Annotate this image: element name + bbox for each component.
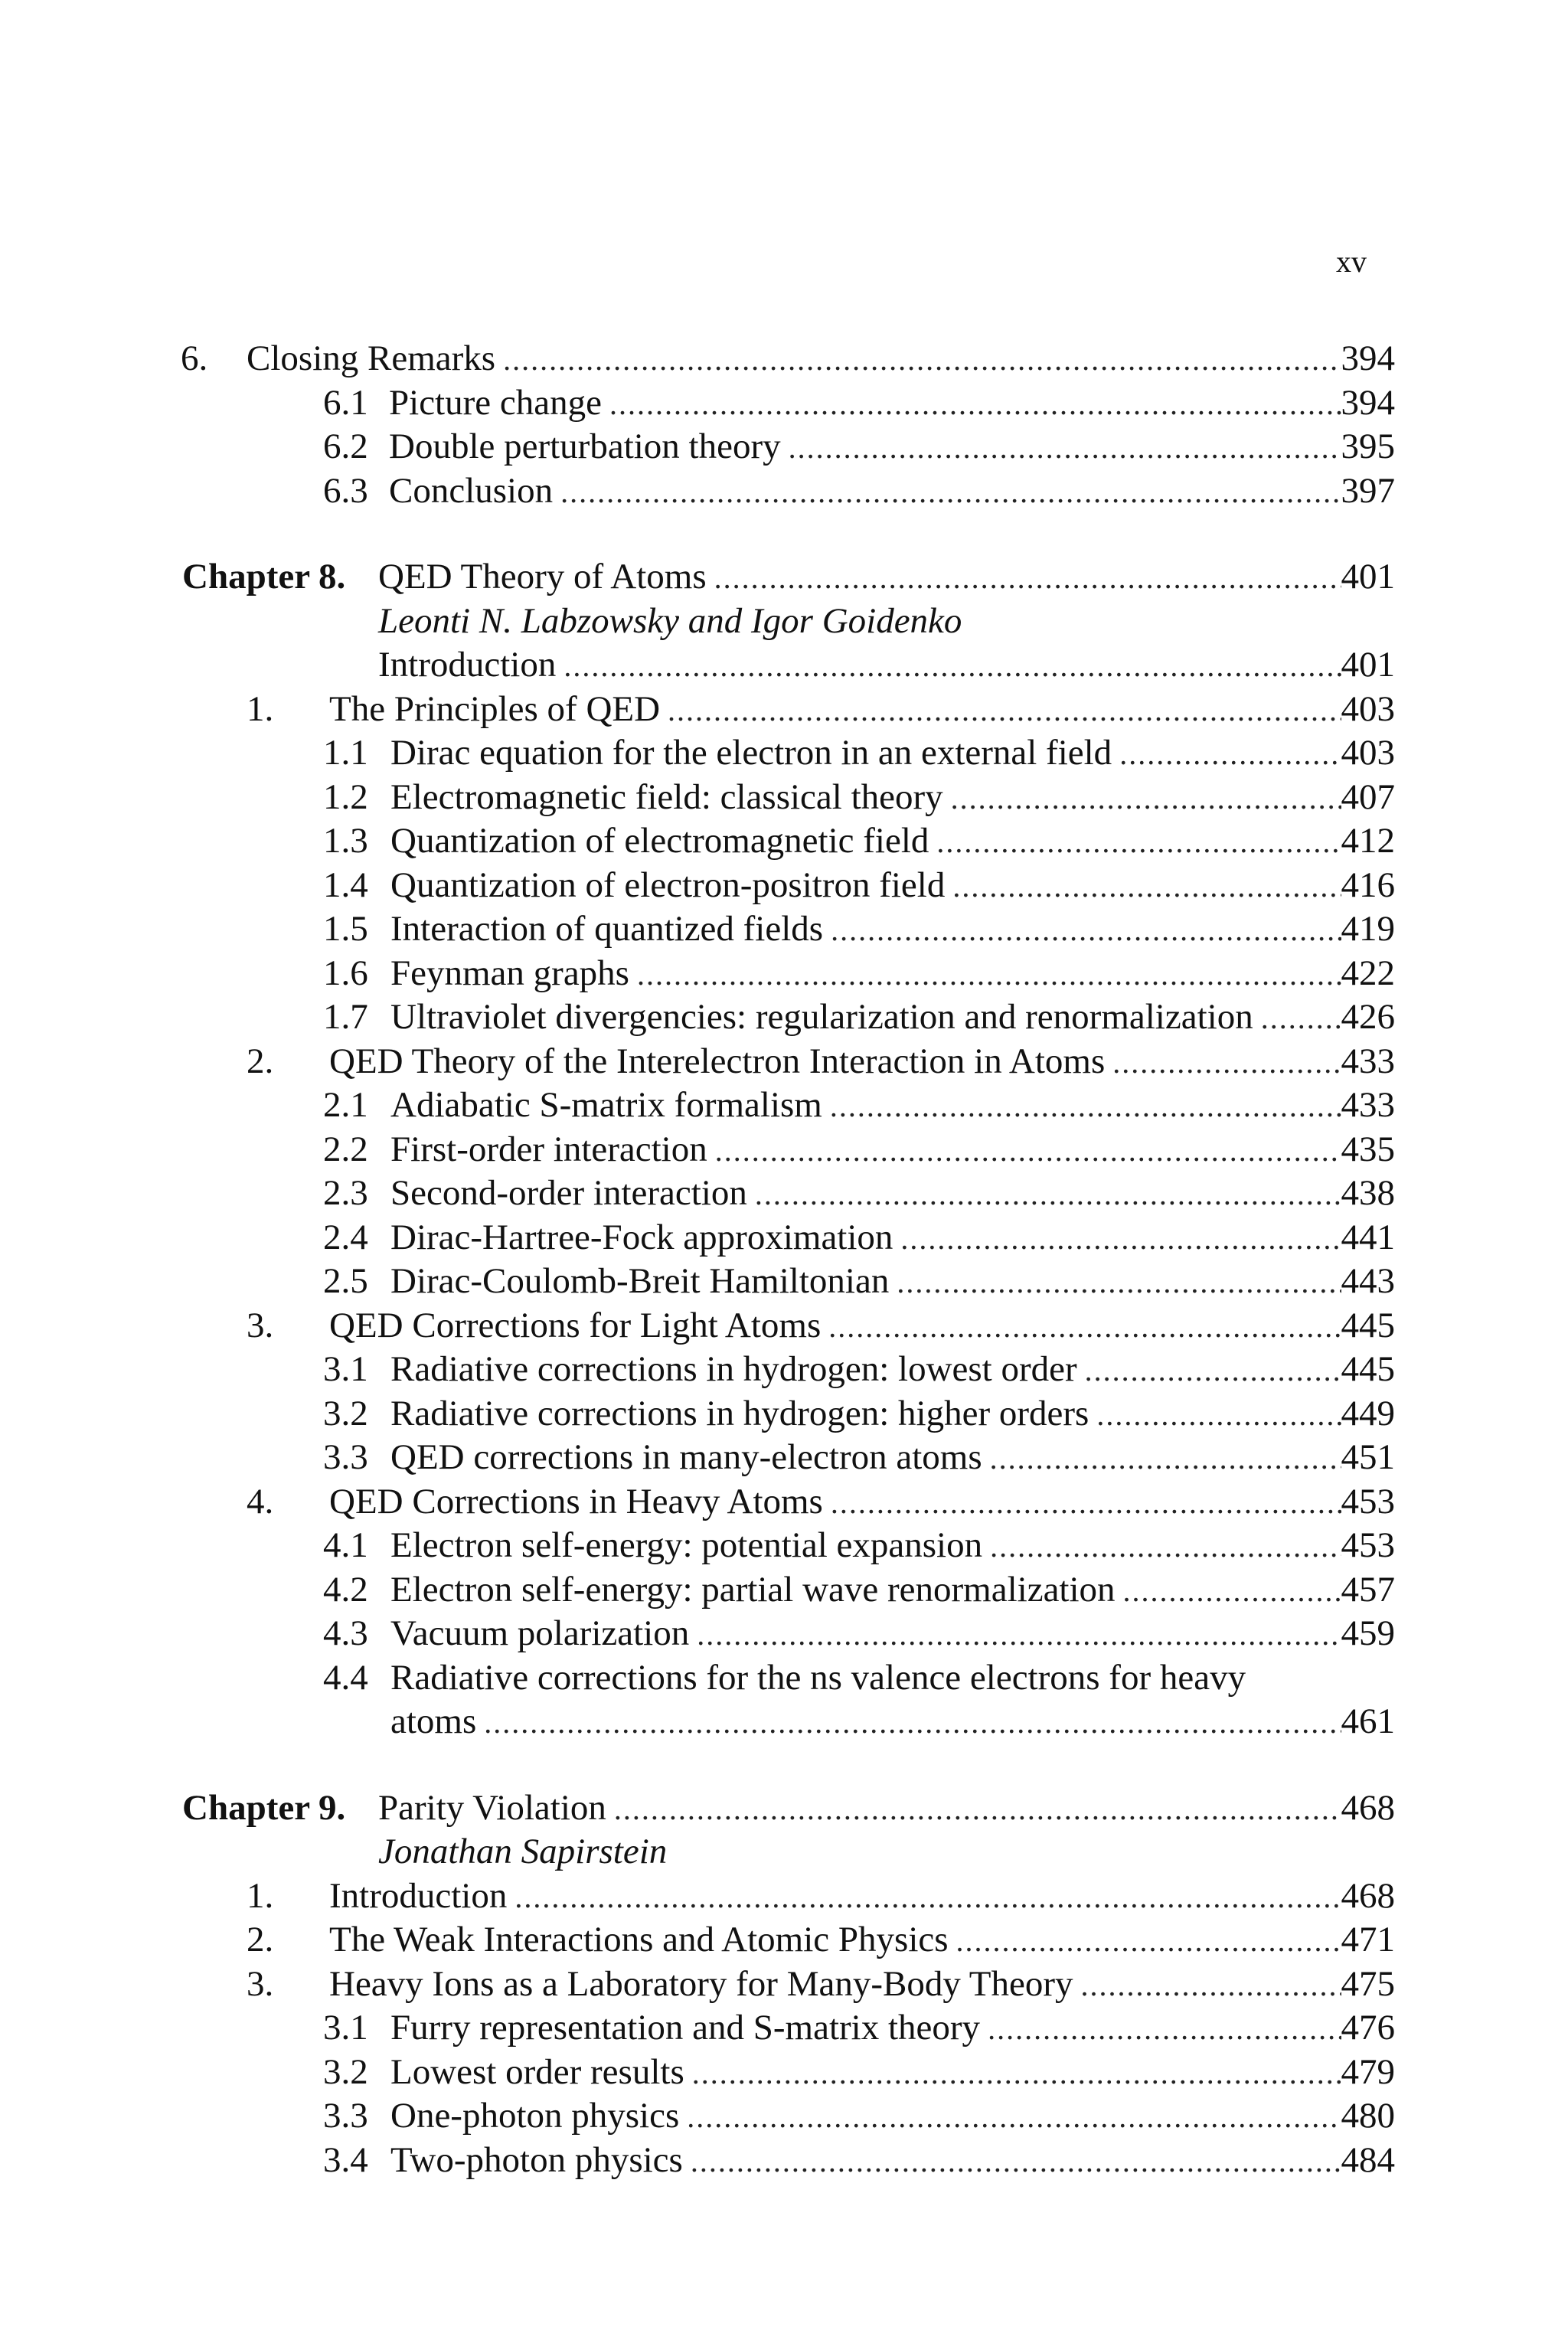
section-page: 468 bbox=[1341, 1875, 1395, 1916]
toc-entry bbox=[390, 1612, 1395, 1657]
toc-subsection bbox=[0, 1348, 1568, 1392]
subsection-number: 4.1 bbox=[323, 1525, 368, 1565]
dot-leader bbox=[982, 1436, 1341, 1481]
page-number: xv bbox=[1336, 244, 1367, 279]
toc-entry bbox=[390, 819, 1395, 864]
subsection-page: 453 bbox=[1341, 1525, 1395, 1565]
subsection-title: Conclusion bbox=[389, 470, 554, 511]
subsection-title: Radiative corrections in hydrogen: higher orders bbox=[390, 1393, 1089, 1433]
toc-subsection bbox=[0, 1612, 1568, 1656]
toc-subsection bbox=[0, 1216, 1568, 1260]
subsection-title: Adiabatic S-matrix formalism bbox=[390, 1085, 822, 1125]
subsection-number: 1.4 bbox=[323, 864, 368, 905]
subsection-page: 419 bbox=[1341, 909, 1395, 949]
toc-entry bbox=[390, 995, 1395, 1041]
toc-entry bbox=[389, 425, 1395, 470]
subsection-page: 433 bbox=[1341, 1085, 1395, 1125]
toc-subsection bbox=[0, 1524, 1568, 1568]
intro-page: 401 bbox=[1341, 645, 1395, 685]
dot-leader bbox=[747, 1172, 1341, 1217]
subsection-page: 441 bbox=[1341, 1217, 1395, 1257]
toc-entry bbox=[390, 1700, 1395, 1745]
toc-subsection bbox=[0, 2051, 1568, 2095]
dot-leader bbox=[781, 425, 1341, 470]
toc-subsection bbox=[0, 864, 1568, 908]
subsection-title: Quantization of electron-positron field bbox=[390, 864, 946, 905]
toc-entry bbox=[390, 1128, 1395, 1173]
subsection-number: 3.2 bbox=[323, 1393, 368, 1433]
subsection-number: 6.3 bbox=[323, 470, 368, 511]
subsection-title: Furry representation and S-matrix theory bbox=[390, 2008, 981, 2048]
dot-leader bbox=[945, 864, 1341, 909]
subsection-page: 416 bbox=[1341, 864, 1395, 905]
subsection-title: Electron self-energy: potential expansion bbox=[390, 1525, 983, 1565]
toc-subsection bbox=[0, 731, 1568, 776]
subsection-title: Radiative corrections in hydrogen: lowest order bbox=[390, 1349, 1077, 1389]
subsection-page: 443 bbox=[1341, 1261, 1395, 1301]
subsection-page: 407 bbox=[1341, 776, 1395, 817]
section-page: 453 bbox=[1341, 1481, 1395, 1521]
subsection-number: 2.5 bbox=[323, 1261, 368, 1301]
dot-leader bbox=[476, 1700, 1341, 1745]
subsection-number: 2.3 bbox=[323, 1173, 368, 1213]
dot-leader bbox=[929, 819, 1341, 864]
section-number: 3. bbox=[247, 1963, 274, 2004]
subsection-page: 451 bbox=[1341, 1437, 1395, 1477]
toc-entry bbox=[329, 1480, 1395, 1525]
chapter-page: 468 bbox=[1341, 1787, 1395, 1828]
subsection-page: 480 bbox=[1341, 2096, 1395, 2136]
toc-chapter bbox=[0, 1786, 1568, 1831]
section-title: Introduction bbox=[329, 1875, 508, 1916]
section-title: The Weak Interactions and Atomic Physics bbox=[329, 1920, 949, 1959]
intro-title: Introduction bbox=[378, 645, 557, 685]
dot-leader bbox=[684, 2051, 1341, 2096]
section-page: 475 bbox=[1341, 1963, 1395, 2004]
section-title: QED Theory of the Interelectron Interaction in Atoms bbox=[329, 1041, 1106, 1081]
dot-leader bbox=[943, 776, 1341, 821]
subsection-number: 2.1 bbox=[323, 1085, 368, 1125]
toc-subsection bbox=[0, 1656, 1568, 1701]
section-page: 403 bbox=[1341, 688, 1395, 729]
subsection-page: 395 bbox=[1341, 427, 1395, 466]
toc-subsection bbox=[0, 995, 1568, 1040]
dot-leader bbox=[689, 1612, 1341, 1657]
dot-leader bbox=[707, 1128, 1341, 1173]
toc-entry bbox=[389, 469, 1395, 515]
toc-entry bbox=[378, 1786, 1395, 1832]
toc-entry bbox=[378, 555, 1395, 600]
toc-authors bbox=[0, 600, 1568, 644]
subsection-title: Feynman graphs bbox=[390, 953, 629, 993]
toc-entry bbox=[329, 1304, 1395, 1349]
toc-chapter bbox=[0, 555, 1568, 600]
toc-entry bbox=[390, 1348, 1395, 1393]
toc-entry bbox=[329, 1874, 1395, 1920]
subsection-number: 4.3 bbox=[323, 1613, 368, 1653]
toc-entry bbox=[390, 1216, 1395, 1261]
toc-subsection bbox=[0, 1260, 1568, 1304]
subsection-title: Two-photon physics bbox=[390, 2139, 683, 2180]
subsection-page: 435 bbox=[1341, 1129, 1395, 1169]
subsection-page: 461 bbox=[1341, 1701, 1395, 1741]
toc-entry bbox=[390, 2094, 1395, 2139]
subsection-number: 1.1 bbox=[323, 733, 368, 773]
chapter-title: QED Theory of Atoms bbox=[378, 557, 707, 596]
subsection-title: Dirac-Hartree-Fock approximation bbox=[390, 1217, 893, 1257]
toc-intro bbox=[0, 643, 1568, 688]
toc-authors bbox=[0, 1830, 1568, 1874]
toc-entry bbox=[378, 643, 1395, 688]
subsection-title: Picture change bbox=[389, 382, 602, 423]
chapter-authors: Jonathan Sapirstein bbox=[378, 1832, 668, 1871]
subsection-title: Double perturbation theory bbox=[389, 427, 781, 466]
section-page: 433 bbox=[1341, 1041, 1395, 1081]
toc-entry bbox=[390, 2006, 1395, 2051]
dot-leader bbox=[821, 1304, 1341, 1349]
subsection-page: 449 bbox=[1341, 1393, 1395, 1433]
dot-leader bbox=[707, 555, 1341, 600]
subsection-title: Ultraviolet divergencies: regularization and renormalization bbox=[390, 997, 1253, 1037]
chapter-page: 401 bbox=[1341, 557, 1395, 596]
toc-subsection bbox=[0, 776, 1568, 820]
subsection-page: 403 bbox=[1341, 733, 1395, 773]
toc-entry bbox=[390, 731, 1395, 776]
subsection-number: 3.1 bbox=[323, 2008, 368, 2048]
subsection-page: 438 bbox=[1341, 1173, 1395, 1213]
toc-entry bbox=[329, 1040, 1395, 1085]
subsection-number: 3.3 bbox=[323, 2096, 368, 2136]
toc-section bbox=[0, 1040, 1568, 1084]
toc-entry bbox=[390, 952, 1395, 997]
toc-entry bbox=[390, 1436, 1395, 1481]
dot-leader bbox=[683, 2139, 1341, 2184]
section-page: 394 bbox=[1341, 338, 1395, 378]
toc-entry bbox=[390, 1568, 1395, 1613]
section-title: Closing Remarks bbox=[247, 338, 496, 378]
subsection-number: 1.6 bbox=[323, 953, 368, 993]
subsection-page: 476 bbox=[1341, 2008, 1395, 2048]
toc-subsection bbox=[0, 1083, 1568, 1128]
toc-entry bbox=[247, 337, 1395, 382]
dot-leader bbox=[1089, 1392, 1341, 1437]
chapter-label: Chapter 8. bbox=[182, 557, 346, 596]
section-number: 2. bbox=[247, 1041, 274, 1081]
toc-subsection bbox=[0, 1128, 1568, 1172]
subsection-page: 394 bbox=[1341, 382, 1395, 423]
section-number: 6. bbox=[181, 338, 208, 378]
subsection-number: 3.1 bbox=[323, 1349, 368, 1389]
dot-leader bbox=[889, 1260, 1341, 1305]
toc-subsection bbox=[0, 469, 1568, 514]
subsection-number: 4.4 bbox=[323, 1657, 368, 1698]
toc-section bbox=[0, 688, 1568, 732]
toc-subsection bbox=[0, 1436, 1568, 1480]
toc-entry bbox=[329, 1963, 1395, 2008]
subsection-title: Interaction of quantized fields bbox=[390, 909, 824, 949]
toc-subsection bbox=[0, 425, 1568, 469]
toc-entry bbox=[390, 907, 1395, 953]
dot-leader bbox=[495, 337, 1341, 382]
subsection-page: 426 bbox=[1341, 997, 1395, 1037]
toc-entry bbox=[389, 381, 1395, 427]
section-number: 3. bbox=[247, 1305, 274, 1345]
toc-subsection bbox=[0, 2094, 1568, 2139]
section-page: 471 bbox=[1341, 1920, 1395, 1959]
dot-leader bbox=[1077, 1348, 1341, 1393]
subsection-title: QED corrections in many-electron atoms bbox=[390, 1437, 982, 1477]
dot-leader bbox=[980, 2006, 1341, 2051]
toc-subsection bbox=[0, 2006, 1568, 2051]
toc-subsection bbox=[0, 819, 1568, 864]
section-title: QED Corrections for Light Atoms bbox=[329, 1305, 822, 1345]
subsection-page: 412 bbox=[1341, 821, 1395, 861]
subsection-number: 6.1 bbox=[323, 382, 368, 423]
toc-subsection bbox=[0, 1568, 1568, 1613]
section-number: 4. bbox=[247, 1481, 274, 1521]
dot-leader bbox=[1112, 731, 1341, 776]
subsection-title: Vacuum polarization bbox=[390, 1613, 690, 1653]
subsection-page: 445 bbox=[1341, 1349, 1395, 1389]
toc-section bbox=[0, 1918, 1568, 1963]
dot-leader bbox=[949, 1918, 1341, 1963]
subsection-title: Electromagnetic field: classical theory bbox=[390, 776, 943, 817]
subsection-title-line1: Radiative corrections for the ns valence electrons for heavy bbox=[390, 1657, 1246, 1698]
subsection-page: 397 bbox=[1341, 470, 1395, 511]
dot-leader bbox=[823, 907, 1341, 953]
subsection-page: 459 bbox=[1341, 1613, 1395, 1653]
subsection-number: 1.7 bbox=[323, 997, 368, 1037]
subsection-title: Second-order interaction bbox=[390, 1173, 747, 1213]
section-number: 2. bbox=[247, 1920, 274, 1959]
subsection-title: Quantization of electromagnetic field bbox=[390, 821, 929, 861]
subsection-title: Lowest order results bbox=[390, 2051, 684, 2092]
section-number: 1. bbox=[247, 1875, 274, 1916]
toc-entry bbox=[329, 688, 1395, 733]
dot-leader bbox=[679, 2094, 1341, 2139]
toc-entry bbox=[390, 1083, 1395, 1129]
subsection-number: 1.5 bbox=[323, 909, 368, 949]
dot-leader bbox=[823, 1480, 1341, 1525]
subsection-page: 484 bbox=[1341, 2139, 1395, 2180]
subsection-number: 2.4 bbox=[323, 1217, 368, 1257]
toc-entry bbox=[390, 776, 1395, 821]
subsection-title: One-photon physics bbox=[390, 2096, 680, 2136]
section-title: QED Corrections in Heavy Atoms bbox=[329, 1481, 823, 1521]
subsection-number: 1.3 bbox=[323, 821, 368, 861]
toc-section bbox=[0, 1304, 1568, 1348]
subsection-number: 4.2 bbox=[323, 1569, 368, 1610]
section-title: The Principles of QED bbox=[329, 688, 661, 729]
toc-entry bbox=[390, 1392, 1395, 1437]
toc-entry bbox=[390, 1172, 1395, 1217]
toc-subsection bbox=[0, 2139, 1568, 2183]
dot-leader bbox=[660, 688, 1341, 733]
dot-leader bbox=[1105, 1040, 1341, 1085]
toc-entry bbox=[390, 1524, 1395, 1569]
toc-subsection bbox=[0, 1172, 1568, 1216]
subsection-page: 479 bbox=[1341, 2051, 1395, 2092]
dot-leader bbox=[556, 643, 1341, 688]
section-page: 445 bbox=[1341, 1305, 1395, 1345]
toc-subsection bbox=[0, 1392, 1568, 1436]
dot-leader bbox=[1116, 1568, 1341, 1613]
dot-leader bbox=[507, 1874, 1341, 1920]
toc-subsection bbox=[0, 952, 1568, 996]
toc-subsection bbox=[0, 381, 1568, 426]
subsection-number: 3.4 bbox=[323, 2139, 368, 2180]
dot-leader bbox=[553, 469, 1341, 515]
subsection-number: 6.2 bbox=[323, 427, 368, 466]
toc-section bbox=[0, 337, 1568, 381]
dot-leader bbox=[629, 952, 1341, 997]
subsection-number: 3.3 bbox=[323, 1437, 368, 1477]
toc-entry bbox=[390, 2139, 1395, 2184]
dot-leader bbox=[1073, 1963, 1341, 2008]
toc-subsection bbox=[0, 907, 1568, 952]
toc-section bbox=[0, 1874, 1568, 1919]
chapter-label: Chapter 9. bbox=[182, 1787, 346, 1828]
subsection-title: Dirac equation for the electron in an external field bbox=[390, 733, 1112, 773]
table-of-contents bbox=[0, 337, 1568, 2182]
toc-entry bbox=[390, 864, 1395, 909]
toc-section bbox=[0, 1480, 1568, 1525]
dot-leader bbox=[606, 1786, 1341, 1832]
dot-leader bbox=[1253, 995, 1341, 1041]
subsection-title: Dirac-Coulomb-Breit Hamiltonian bbox=[390, 1261, 890, 1301]
subsection-number: 3.2 bbox=[323, 2051, 368, 2092]
toc-section bbox=[0, 1963, 1568, 2007]
subsection-title: First-order interaction bbox=[390, 1129, 707, 1169]
toc-entry bbox=[390, 1260, 1395, 1305]
dot-leader bbox=[602, 381, 1341, 427]
section-title: Heavy Ions as a Laboratory for Many-Body Theory bbox=[329, 1963, 1073, 2004]
subsection-number: 1.2 bbox=[323, 776, 368, 817]
section-number: 1. bbox=[247, 688, 274, 729]
chapter-title: Parity Violation bbox=[378, 1787, 606, 1828]
subsection-page: 422 bbox=[1341, 953, 1395, 993]
chapter-authors: Leonti N. Labzowsky and Igor Goidenko bbox=[378, 600, 962, 641]
dot-leader bbox=[893, 1216, 1341, 1261]
subsection-title-line2: atoms bbox=[390, 1701, 477, 1741]
toc-subsection-continued bbox=[0, 1700, 1568, 1744]
dot-leader bbox=[822, 1083, 1341, 1129]
dot-leader bbox=[982, 1524, 1341, 1569]
toc-entry bbox=[390, 2051, 1395, 2096]
subsection-number: 2.2 bbox=[323, 1129, 368, 1169]
subsection-page: 457 bbox=[1341, 1569, 1395, 1610]
toc-entry bbox=[329, 1918, 1395, 1963]
subsection-title: Electron self-energy: partial wave renormalization bbox=[390, 1569, 1116, 1610]
